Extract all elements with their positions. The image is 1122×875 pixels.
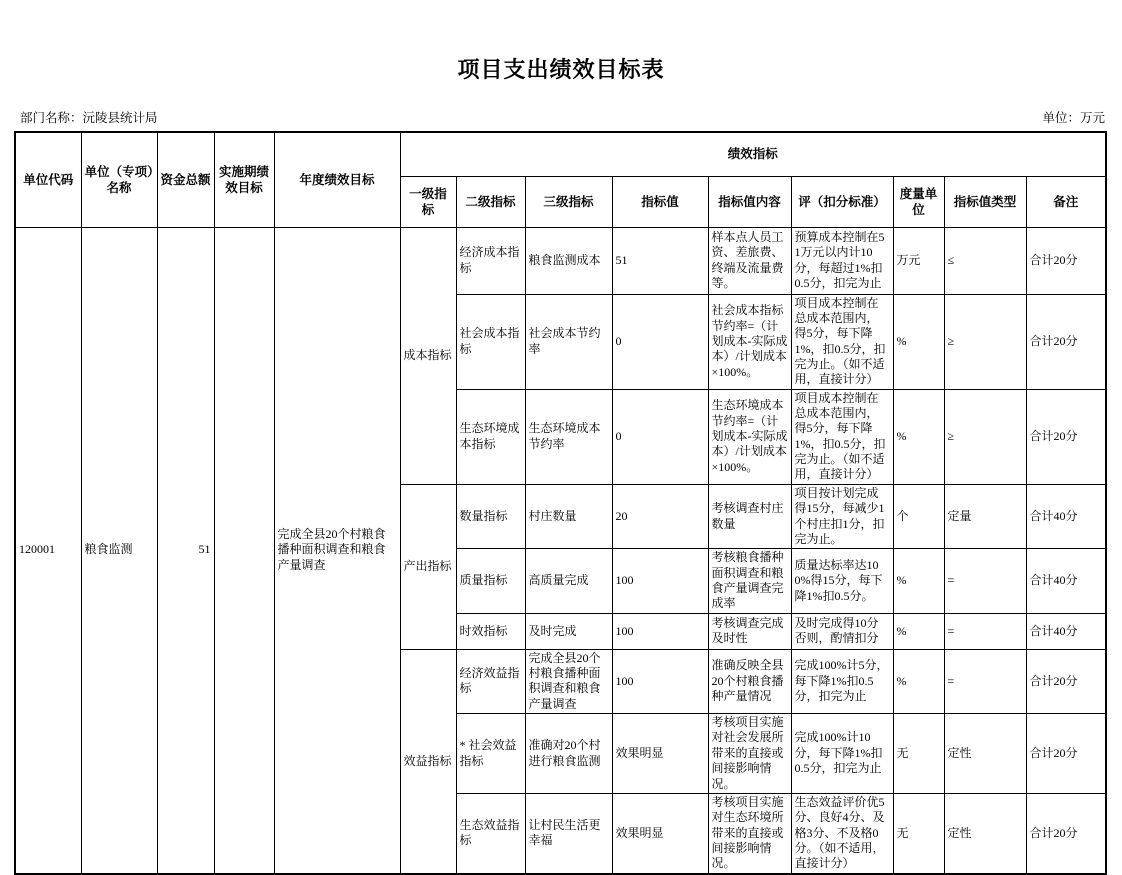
cell-level3: 准确对20个村进行粮食监测 bbox=[525, 714, 612, 794]
cell-level3: 村庄数量 bbox=[525, 484, 612, 548]
cell-note: 合计40分 bbox=[1026, 613, 1106, 649]
header-type: 指标值类型 bbox=[944, 176, 1026, 227]
header-annual-target: 年度绩效目标 bbox=[274, 132, 400, 227]
cell-level1-benefit: 效益指标 bbox=[400, 649, 456, 874]
cell-value: 51 bbox=[612, 227, 708, 294]
cell-value: 效果明显 bbox=[612, 714, 708, 794]
cell-unit: % bbox=[893, 294, 944, 389]
cell-type: = bbox=[944, 549, 1026, 613]
cell-unit: 个 bbox=[893, 484, 944, 548]
cell-level2: 社会成本指标 bbox=[456, 294, 525, 389]
cell-criteria: 项目成本控制在总成本范围内，得5分，每下降1%，扣0.5分，扣完为止。（如不适用，直接计分） bbox=[791, 294, 893, 389]
cell-level3: 及时完成 bbox=[525, 613, 612, 649]
cell-criteria: 及时完成得10分否则，酌情扣分 bbox=[791, 613, 893, 649]
cell-content: 考核粮食播种面积调查和粮食产量调查完成率 bbox=[708, 549, 791, 613]
cell-total-funds: 51 bbox=[157, 227, 214, 874]
cell-note: 合计20分 bbox=[1026, 389, 1106, 484]
performance-target-table bbox=[14, 131, 1107, 875]
cell-content: 社会成本指标节约率=（计划成本-实际成本）/计划成本×100%。 bbox=[708, 294, 791, 389]
cell-level2: 经济成本指标 bbox=[456, 227, 525, 294]
cell-unit: % bbox=[893, 613, 944, 649]
cell-value: 100 bbox=[612, 649, 708, 713]
header-level2: 二级指标 bbox=[456, 176, 525, 227]
header-row-1 bbox=[15, 132, 1106, 176]
cell-type: 定量 bbox=[944, 484, 1026, 548]
cell-level3: 粮食监测成本 bbox=[525, 227, 612, 294]
cell-criteria: 项目按计划完成得15分，每减少1个村庄扣1分，扣完为止。 bbox=[791, 484, 893, 548]
cell-level2: 生态环境成本指标 bbox=[456, 389, 525, 484]
header-level1: 一级指标 bbox=[400, 176, 456, 227]
cell-note: 合计20分 bbox=[1026, 227, 1106, 294]
cell-level2: 数量指标 bbox=[456, 484, 525, 548]
cell-type: 定性 bbox=[944, 793, 1026, 873]
cell-type: 定性 bbox=[944, 714, 1026, 794]
table-row bbox=[15, 227, 1106, 294]
header-value: 指标值 bbox=[612, 176, 708, 227]
cell-criteria: 完成100%计5分，每下降1%扣0.5分，扣完为止 bbox=[791, 649, 893, 713]
header-unit: 度量单位 bbox=[893, 176, 944, 227]
cell-unit: % bbox=[893, 549, 944, 613]
cell-level3: 生态环境成本节约率 bbox=[525, 389, 612, 484]
header-unit-name: 单位（专项）名称 bbox=[81, 132, 157, 227]
page-title: 项目支出绩效目标表 bbox=[457, 57, 665, 82]
cell-content: 考核调查村庄数量 bbox=[708, 484, 791, 548]
cell-type: = bbox=[944, 613, 1026, 649]
cell-value: 100 bbox=[612, 549, 708, 613]
cell-criteria: 预算成本控制在51万元以内计10分，每超过1%扣0.5分，扣完为止 bbox=[791, 227, 893, 294]
cell-impl-target bbox=[214, 227, 274, 874]
header-unit-code: 单位代码 bbox=[15, 132, 81, 227]
cell-content: 生态环境成本节约率=（计划成本-实际成本）/计划成本×100%。 bbox=[708, 389, 791, 484]
cell-value: 0 bbox=[612, 294, 708, 389]
cell-level3: 高质量完成 bbox=[525, 549, 612, 613]
cell-level1-output: 产出指标 bbox=[400, 484, 456, 649]
cell-unit: % bbox=[893, 389, 944, 484]
cell-unit-code: 120001 bbox=[15, 227, 81, 874]
cell-criteria: 质量达标率达100%得15分，每下降1%扣0.5分。 bbox=[791, 549, 893, 613]
header-total-funds: 资金总额 bbox=[157, 132, 214, 227]
cell-note: 合计40分 bbox=[1026, 484, 1106, 548]
cell-value: 0 bbox=[612, 389, 708, 484]
cell-level2: * 社会效益指标 bbox=[456, 714, 525, 794]
header-content: 指标值内容 bbox=[708, 176, 791, 227]
cell-criteria: 项目成本控制在总成本范围内，得5分，每下降1%，扣0.5分，扣完为止。（如不适用，直接计分） bbox=[791, 389, 893, 484]
cell-value: 100 bbox=[612, 613, 708, 649]
cell-type: = bbox=[944, 649, 1026, 713]
cell-unit: % bbox=[893, 649, 944, 713]
currency-unit-label: 单位：万元 bbox=[1042, 111, 1105, 125]
cell-content: 考核项目实施对生态环境所带来的直接或间接影响情况。 bbox=[708, 793, 791, 873]
cell-note: 合计40分 bbox=[1026, 549, 1106, 613]
cell-value: 20 bbox=[612, 484, 708, 548]
cell-content: 考核项目实施对社会发展所带来的直接或间接影响情况。 bbox=[708, 714, 791, 794]
cell-content: 考核调查完成及时性 bbox=[708, 613, 791, 649]
cell-note: 合计20分 bbox=[1026, 714, 1106, 794]
cell-annual-target: 完成全县20个村粮食播种面积调查和粮食产量调查 bbox=[274, 227, 400, 874]
cell-criteria: 生态效益评价优5分、良好4分、及格3分、不及格0分。（如不适用，直接计分） bbox=[791, 793, 893, 873]
cell-level1-cost: 成本指标 bbox=[400, 227, 456, 484]
cell-level2: 时效指标 bbox=[456, 613, 525, 649]
cell-content: 准确反映全县20个村粮食播种产量情况 bbox=[708, 649, 791, 713]
cell-unit-name: 粮食监测 bbox=[81, 227, 157, 874]
header-level3: 三级指标 bbox=[525, 176, 612, 227]
header-criteria: 评（扣分标准） bbox=[791, 176, 893, 227]
cell-level3: 完成全县20个村粮食播种面积调查和粮食产量调查 bbox=[525, 649, 612, 713]
header-performance-indicators: 绩效指标 bbox=[400, 132, 1106, 176]
cell-content: 样本点人员工资、差旅费、终端及流量费等。 bbox=[708, 227, 791, 294]
cell-unit: 无 bbox=[893, 714, 944, 794]
cell-type: ≥ bbox=[944, 294, 1026, 389]
meta-row bbox=[20, 108, 1105, 126]
header-note: 备注 bbox=[1026, 176, 1106, 227]
cell-type: ≥ bbox=[944, 389, 1026, 484]
cell-level2: 经济效益指标 bbox=[456, 649, 525, 713]
cell-unit: 万元 bbox=[893, 227, 944, 294]
cell-criteria: 完成100%计10分，每下降1%扣0.5分，扣完为止 bbox=[791, 714, 893, 794]
cell-level2: 质量指标 bbox=[456, 549, 525, 613]
cell-note: 合计20分 bbox=[1026, 649, 1106, 713]
cell-note: 合计20分 bbox=[1026, 294, 1106, 389]
department-name-label: 部门名称：沅陵县统计局 bbox=[20, 111, 158, 125]
cell-note: 合计20分 bbox=[1026, 793, 1106, 873]
cell-level2: 生态效益指标 bbox=[456, 793, 525, 873]
cell-value: 效果明显 bbox=[612, 793, 708, 873]
header-impl-target: 实施期绩效目标 bbox=[214, 132, 274, 227]
cell-type: ≤ bbox=[944, 227, 1026, 294]
cell-level3: 让村民生活更幸福 bbox=[525, 793, 612, 873]
cell-unit: 无 bbox=[893, 793, 944, 873]
cell-level3: 社会成本节约率 bbox=[525, 294, 612, 389]
